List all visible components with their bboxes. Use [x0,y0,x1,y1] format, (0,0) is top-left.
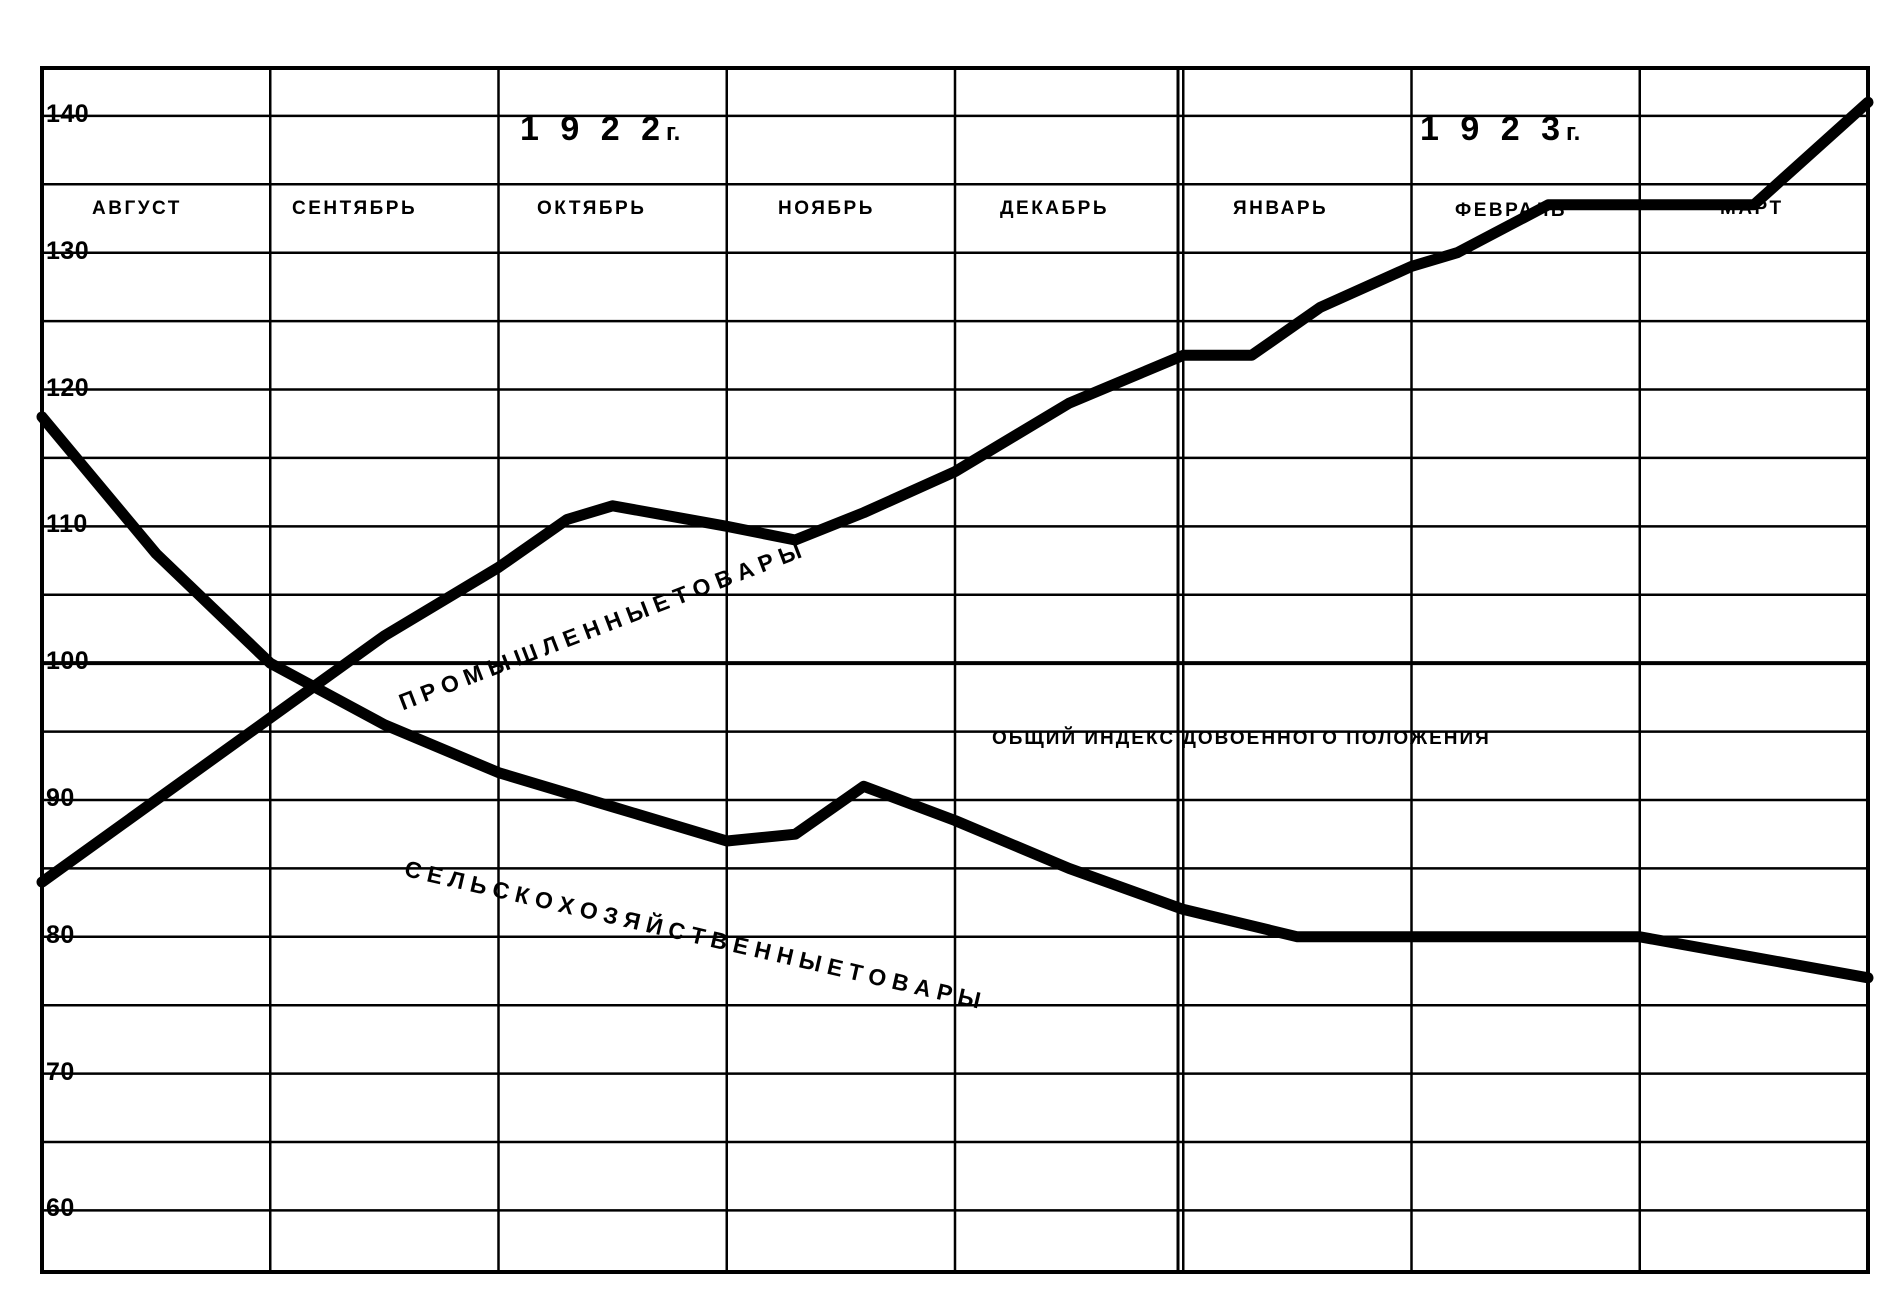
y-tick-label-70: 70 [46,1057,75,1086]
series-label-industrial: П Р О М Ы Ш Л Е Н Н Ы Е Т О В А Р Ы [395,537,805,716]
month-label-fevral: ФЕВРАЛЬ [1455,200,1568,221]
month-label-oktyabr: ОКТЯБРЬ [537,198,647,219]
month-label-noyabr: НОЯБРЬ [778,198,875,219]
y-tick-label-120: 120 [46,373,90,402]
series-label-agricultural: С Е Л Ь С К О Х О З Я Й С Т В Е Н Н Ы Е Т О В А Р Ы [402,855,984,1014]
year-label-1923-text: 1 9 2 3 [1420,110,1566,148]
baseline-annotation-label: ОБЩИЙ ИНДЕКС ДОВОЕННОГО ПОЛОЖЕНИЯ [992,728,1491,749]
y-tick-label-100: 100 [46,647,90,676]
month-label-mart: МАРТ [1720,198,1784,219]
y-tick-label-130: 130 [46,236,90,265]
y-tick-label-110: 110 [46,510,88,539]
month-label-avgust: АВГУСТ [92,198,182,219]
y-tick-label-80: 80 [46,920,75,949]
year-label-1923-suffix: г. [1565,119,1581,146]
year-label-1922-suffix: г. [665,119,681,146]
month-label-sentyabr: СЕНТЯБРЬ [292,198,418,219]
y-tick-label-140: 140 [46,99,90,128]
year-label-1922 [520,110,680,149]
month-label-yanvar: ЯНВАРЬ [1233,198,1329,219]
y-tick-label-90: 90 [46,783,75,812]
y-tick-label-60: 60 [46,1194,75,1223]
month-label-dekabr: ДЕКАБРЬ [1000,198,1110,219]
year-label-1923 [1420,110,1580,149]
year-label-1922-text: 1 9 2 2 [520,110,666,148]
